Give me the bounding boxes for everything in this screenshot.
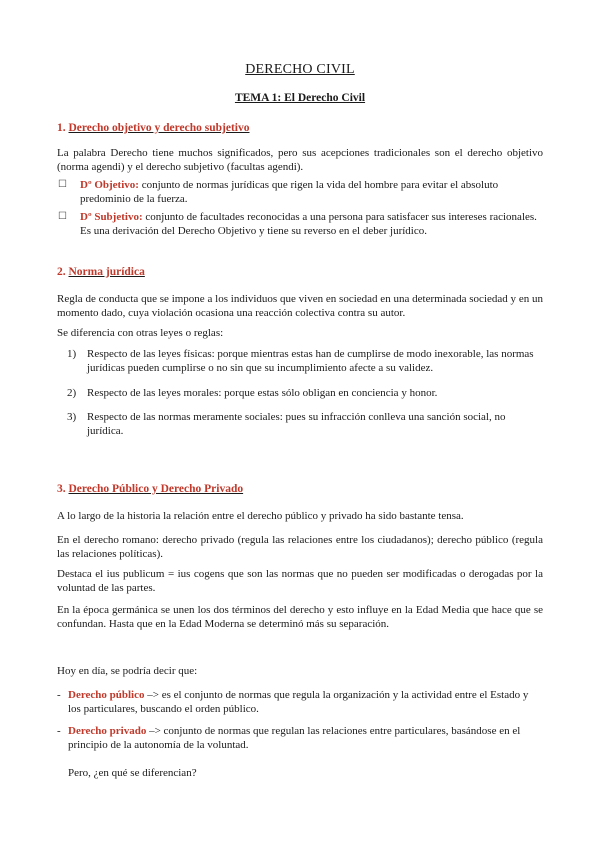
section-3-title: Derecho Público y Derecho Privado [68,483,244,495]
section-1-paragraph: La palabra Derecho tiene muchos significados, pero sus acepciones tradicionales son el derecho objetivo (norma agendi) y el derecho subjetivo (facultas agendi). [57,147,543,173]
section-3-question: Pero, ¿en qué se diferencian? [68,767,197,779]
bullet-term: Dº Subjetivo: [80,211,143,223]
list-term: Derecho privado [68,725,147,737]
bullet-term: Dº Objetivo: [80,179,139,191]
section-3-paragraph-3: Destaca el ius publicum = ius cogens que son las normas que no pueden ser modificadas o derogadas por la voluntad de las partes. [57,568,543,594]
list-text: Respecto de las leyes físicas: porque mientras estas han de cumplirse de modo inexorable, las normas jurídicas pueden cumplirse o no sin que su incumplimiento afecte a su validez. [87,348,534,374]
section-3-heading [57,483,243,495]
list-term: Derecho público [68,689,145,701]
section-3-paragraph-4: En la época germánica se unen los dos términos del derecho y esto influye en la Edad Media que hace que se confundan. Hasta que en la Edad Moderna se determinó más su separación. [57,604,543,630]
section-3-paragraph-1: A lo largo de la historia la relación entre el derecho público y privado ha sido bastante tensa. [57,510,464,522]
section-2-heading [57,266,145,278]
bullet-text: conjunto de facultades reconocidas a una persona para satisfacer sus intereses racionales. Es una derivación del Derecho Objetivo y tiene su reverso en el deber jurídico. [80,211,537,237]
list-text: –> conjunto de normas que regulan las relaciones entre particulares, basándose en el principio de la autonomía de la voluntad. [68,725,521,751]
section-1-title: Derecho objetivo y derecho subjetivo [68,122,250,134]
list-item [67,386,543,400]
section-2-number: 2. [57,266,66,278]
list-number: 3) [67,411,77,423]
section-2-paragraph: Regla de conducta que se impone a los individuos que viven en sociedad en una determinada sociedad y en un momento dado, cuya violación ocasiona una reacción colectiva contra su autor. [57,293,543,319]
section-1-number: 1. [57,122,66,134]
list-number: 1) [67,348,77,360]
document-subtitle: TEMA 1: El Derecho Civil [234,92,366,104]
list-text: –> es el conjunto de normas que regula la organización y la actividad entre el Estado y los particulares, buscando el orden público. [68,689,529,715]
list-item [57,724,542,752]
section-1-heading [57,122,250,134]
section-3-number: 3. [57,483,66,495]
checkbox-bullet-icon: ☐ [58,211,67,222]
list-item [67,347,543,375]
list-dash: - [57,725,61,737]
list-number: 2) [67,387,77,399]
checkbox-bullet-icon: ☐ [58,179,67,190]
section-2-title: Norma jurídica [68,266,145,278]
bullet-text: conjunto de normas jurídicas que rigen la vida del hombre para evitar el absoluto predominio de la fuerza. [80,179,499,205]
section-3-paragraph-2: En el derecho romano: derecho privado (regula las relaciones entre los ciudadanos); derecho público (regula las relaciones políticas). [57,534,543,560]
list-text: Respecto de las leyes morales: porque estas sólo obligan en conciencia y honor. [87,387,438,399]
section-3-paragraph-5: Hoy en día, se podría decir que: [57,665,198,677]
list-item [67,410,543,438]
list-dash: - [57,689,61,701]
section-2-intro: Se diferencia con otras leyes o reglas: [57,327,224,339]
list-text: Respecto de las normas meramente sociales: pues su infracción conlleva una sanción social, no jurídica. [87,411,506,437]
list-item [58,178,542,206]
list-item [57,688,542,716]
document-title: DERECHO CIVIL [245,62,355,77]
list-item [58,210,542,238]
